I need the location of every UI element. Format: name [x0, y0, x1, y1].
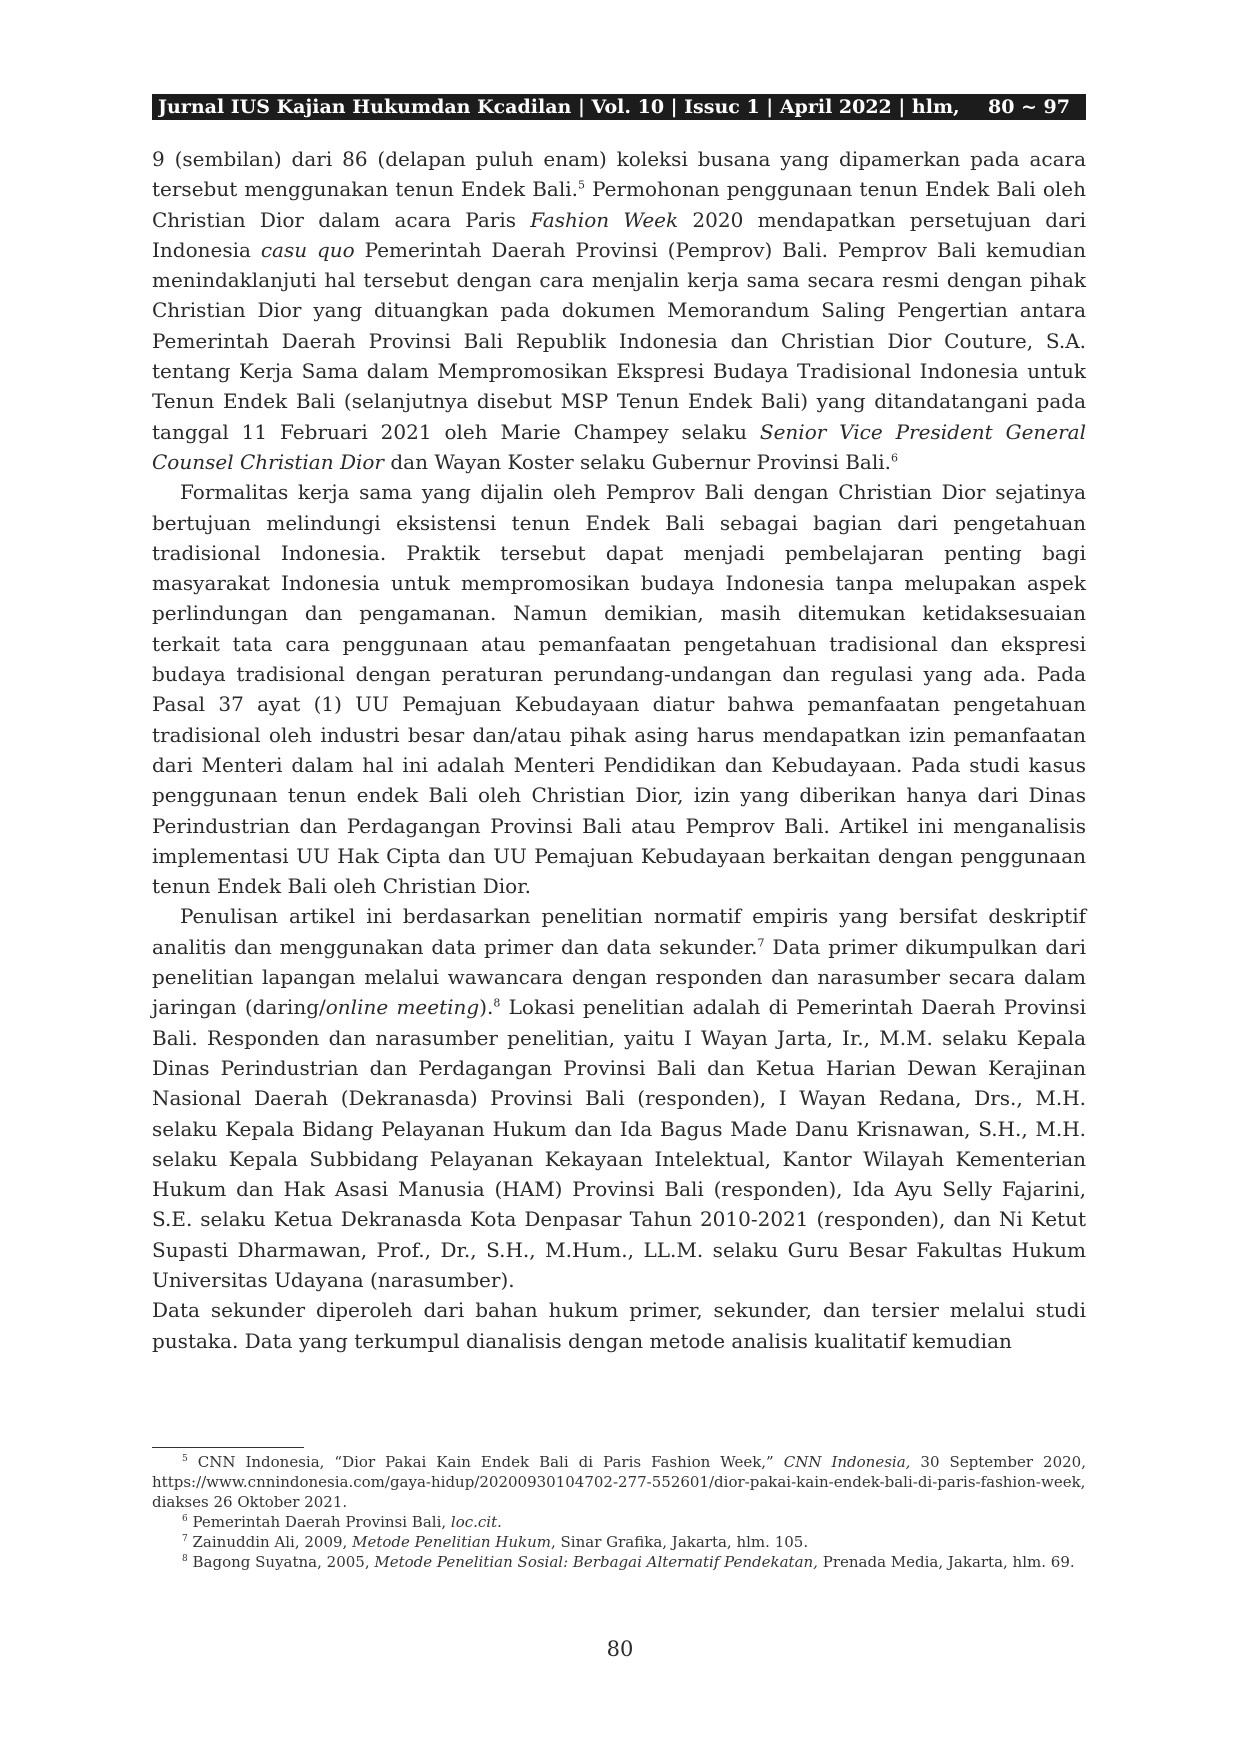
- paragraph-3-italic-online-meeting: online meeting: [325, 995, 480, 1020]
- paragraph-1-text-e: dan Wayan Koster selaku Gubernur Provinsi Bali.: [384, 449, 891, 474]
- footnote-ref-7: 7: [757, 936, 765, 950]
- footnote-5-italic: CNN Indonesia,: [783, 1453, 911, 1471]
- footnote-ref-5: 5: [578, 178, 585, 192]
- footnote-8-number: 8: [182, 1554, 188, 1564]
- paragraph-4: Data sekunder diperoleh dari bahan hukum primer, sekunder, dan tersier melalui studi pustaka. Data yang terkumpul dianalisis dengan metode analisis kualitatif kemudian: [152, 1298, 1086, 1353]
- paragraph-2: Formalitas kerja sama yang dijalin oleh Pemprov Bali dengan Christian Dior sejatinya bertujuan melindungi eksistensi tenun Endek Bali sebagai bagian dari pengetahuan tradisional Indonesia. Praktik tersebut dapat menjadi pembelajaran penting bagi masyarakat Indonesia untuk mempromosikan budaya Indonesia tanpa melupakan aspek perlindungan dan pengamanan. Namun demikian, masih ditemukan ketidaksesuaian terkait tata cara penggunaan atau pemanfaatan pengetahuan tradisional dan ekspresi budaya tradisional dengan peraturan perundang-undangan dan regulasi yang ada. Pada Pasal 37 ayat (1) UU Pemajuan Kebudayaan diatur bahwa pemanfaatan pengetahuan tradisional oleh industri besar dan/atau pihak asing harus mendapatkan izin pemanfaatan dari Menteri dalam hal ini adalah Menteri Pendidikan dan Kebudayaan. Pada studi kasus penggunaan tenun endek Bali oleh Christian Dior, izin yang diberikan hanya dari Dinas Perindustrian dan Perdagangan Provinsi Bali atau Pemprov Bali. Artikel ini menganalisis implementasi UU Hak Cipta dan UU Pemajuan Kebudayaan berkaitan dengan penggunaan tenun Endek Bali oleh Christian Dior.: [152, 480, 1086, 899]
- paragraph-3-text-a: Penulisan artikel ini berdasarkan penelitian normatif empiris yang bersifat deskriptif analitis dan menggunakan data primer dan data sekunder.: [152, 904, 1086, 959]
- footnote-7: [152, 1532, 1086, 1552]
- footnote-7-text-b: , Sinar Grafika, Jakarta, hlm. 105.: [550, 1533, 809, 1551]
- paragraph-1-italic-title: Senior Vice President General Counsel Christian Dior: [152, 419, 1087, 474]
- paragraph-1-text-c: 2020 mendapatkan persetujuan dari Indonesia: [152, 207, 1086, 262]
- footnote-6-italic: loc.cit.: [450, 1513, 502, 1531]
- paragraph-1-italic-casu-quo: casu quo: [260, 237, 355, 262]
- paragraph-3-text-d: Lokasi penelitian adalah di Pemerintah Daerah Provinsi Bali. Responden dan narasumber penelitian, yaitu I Wayan Jarta, Ir., M.M. selaku Kepala Dinas Perindustrian dan Perdagangan Provinsi Bali dan Ketua Harian Dewan Kerajinan Nasional Daerah (Dekranasda) Provinsi Bali (responden), I Wayan Redana, Drs., M.H. selaku Kepala Bidang Pelayanan Hukum dan Ida Bagus Made Danu Krisnawan, S.H., M.H. selaku Kepala Subbidang Pelayanan Kekayaan Intelektual, Kantor Wilayah Kementerian Hukum dan Hak Asasi Manusia (HAM) Provinsi Bali (responden), Ida Ayu Selly Fajarini, S.E. selaku Ketua Dekranasda Kota Denpasar Tahun 2010-2021 (responden), dan Ni Ketut Supasti Dharmawan, Prof., Dr., S.H., M.Hum., LL.M. selaku Guru Besar Fakultas Hukum Universitas Udayana (narasumber).: [152, 995, 1087, 1292]
- footnote-6-number: 6: [182, 1514, 188, 1524]
- footnote-ref-8: 8: [493, 996, 501, 1010]
- footnote-7-number: 7: [182, 1534, 188, 1544]
- header-page-range: 80 ~ 97: [987, 96, 1070, 118]
- footnote-ref-6: 6: [890, 451, 898, 465]
- footnote-8-text-b: Prenada Media, Jakarta, hlm. 69.: [817, 1553, 1075, 1571]
- footnote-5: [152, 1452, 1086, 1512]
- footnote-divider: [152, 1447, 304, 1448]
- footnote-5-number: 5: [182, 1454, 188, 1464]
- footnote-5-text-a: CNN Indonesia, “Dior Pakai Kain Endek Bali di Paris Fashion Week,”: [187, 1453, 784, 1471]
- footnote-5-text-b: 30 September 2020, https://www.cnnindonesia.com/gaya-hidup/20200930104702-277-552601/dior-pakai-kain-endek-bali-di-paris-fashion-week, diakses 26 Oktober 2021.: [152, 1453, 1086, 1511]
- paragraph-1-italic-fashion-week: Fashion Week: [530, 207, 679, 232]
- footnote-7-italic: Metode Penelitian Hukum: [352, 1533, 551, 1551]
- article-body: [152, 144, 1086, 1356]
- running-header: [152, 94, 1086, 120]
- paragraph-1-text-b: Permohonan penggunaan tenun Endek Bali oleh Christian Dior dalam acara Paris: [152, 177, 1086, 232]
- paragraph-1-text-a: 9 (sembilan) dari 86 (delapan puluh enam) koleksi busana yang dipamerkan pada acara tersebut menggunakan tenun Endek Bali.: [152, 147, 1086, 202]
- page-number: 80: [606, 1637, 634, 1661]
- journal-header-text: Jurnal IUS Kajian Hukumdan Kcadilan | Vol. 10 | Issuc 1 | April 2022 | hlm,: [158, 96, 960, 118]
- footnote-8: [152, 1552, 1086, 1572]
- footnotes: [152, 1452, 1086, 1572]
- paragraph-3: [152, 901, 1086, 1295]
- paragraph-3-text-b: Data primer dikumpulkan dari penelitian lapangan melalui wawancara dengan responden dan narasumber secara dalam jaringan (daring/: [152, 934, 1087, 1020]
- paragraph-1-text-d: Pemerintah Daerah Provinsi (Pemprov) Bali. Pemprov Bali kemudian menindaklanjuti hal tersebut dengan cara menjalin kerja sama secara resmi dengan pihak Christian Dior yang dituangkan pada dokumen Memorandum Saling Pengertian antara Pemerintah Daerah Provinsi Bali Republik Indonesia dan Christian Dior Couture, S.A. tentang Kerja Sama dalam Mempromosikan Ekspresi Budaya Tradisional Indonesia untuk Tenun Endek Bali (selanjutnya disebut MSP Tenun Endek Bali) yang ditandatangani pada tanggal 11 Februari 2021 oleh Marie Champey selaku: [152, 237, 1086, 444]
- footnote-8-text-a: Bagong Suyatna, 2005,: [187, 1553, 375, 1571]
- footnote-6: [152, 1512, 1086, 1532]
- paragraph-1: [152, 144, 1086, 477]
- footnote-8-italic: Metode Penelitian Sosial: Berbagai Alternatif Pendekatan,: [374, 1553, 818, 1571]
- footnote-7-text-a: Zainuddin Ali, 2009,: [187, 1533, 353, 1551]
- paragraph-3-text-c: ).: [479, 995, 494, 1020]
- footnote-6-text-a: Pemerintah Daerah Provinsi Bali,: [187, 1513, 451, 1531]
